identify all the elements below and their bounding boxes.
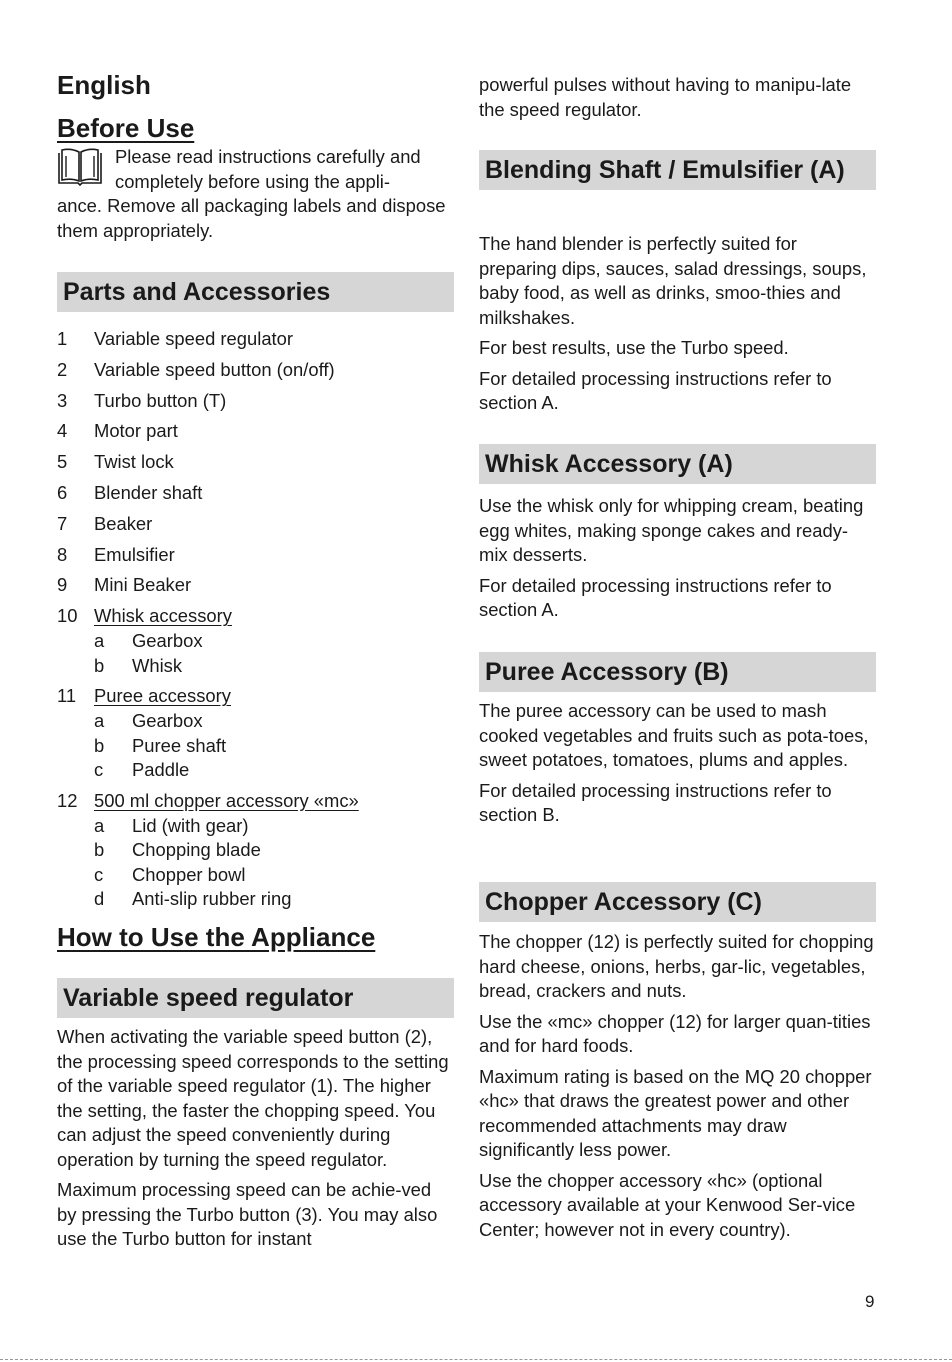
chopper-paragraph-4: Use the chopper accessory «hc» (optional accessory available at your Kenwood Ser-vice Center; however not in every country). [479,1169,856,1240]
part-group-label: 500 ml chopper accessory «mc» [94,789,359,811]
sub-item-letter: c [94,759,104,781]
intro-line-2: completely before using the appli- [115,170,390,192]
sub-item-letter: a [94,710,105,732]
part-number: 2 [57,358,68,380]
sub-item-label: Whisk [132,654,183,676]
variable-speed-paragraph-2: Maximum processing speed can be achie-ved by pressing the Turbo button (3). You may also use the Turbo button for instant [57,1179,438,1249]
parts-list-item [57,543,454,574]
part-label: Mini Beaker [94,574,192,596]
whisk-paragraph-2: For detailed processing instructions refer to section A. [479,574,832,620]
chopper-paragraph-3: Maximum rating is based on the MQ 20 chopper «hc» that draws the greatest power and other recommended attachments may draw significantly less power. [479,1065,872,1160]
part-label: Variable speed regulator [94,328,294,349]
variable-speed-paragraph-1: When activating the variable speed button (2), the processing speed corresponds to the setting of the variable speed regulator (1). The higher the setting, the faster the chopping speed. You can adjust the speed conveniently during operation by turning the speed regulator. [57,1026,449,1170]
part-number: 6 [57,481,68,503]
variable-speed-text [57,1025,454,1252]
puree-accessory-heading: Puree Accessory (B) [479,652,876,692]
part-label: Emulsifier [94,543,175,565]
parts-sub-item [57,629,454,654]
parts-list [57,327,454,918]
whisk-paragraph-1: Use the whisk only for whipping cream, beating egg whites, making sponge cakes and ready-mix desserts. [479,495,864,565]
parts-group-item [57,604,454,629]
part-number: 1 [57,328,68,349]
sub-item-letter: b [94,839,105,861]
part-number: 7 [57,512,68,534]
whisk-accessory-text [479,494,876,623]
sub-item-letter: a [94,814,105,836]
sub-item-label: Gearbox [132,630,203,652]
puree-accessory-text [479,699,876,828]
part-label: Blender shaft [94,481,203,503]
part-group-label: Whisk accessory [94,605,232,627]
parts-list-item [57,481,454,512]
blending-paragraph-1: The hand blender is perfectly suited for preparing dips, sauces, salad dressings, soups, baby food, as well as drinks, smoo-thies and milkshakes. [479,233,867,328]
part-number: 8 [57,543,68,565]
whisk-accessory-heading: Whisk Accessory (A) [479,444,876,484]
blending-shaft-text [479,232,876,416]
parts-list-item [57,358,454,389]
intro-rest: ance. Remove all packaging labels and dispose them appropriately. [57,195,446,241]
part-label: Motor part [94,420,178,442]
parts-list-item [57,573,454,604]
chopper-paragraph-2: Use the «mc» chopper (12) for larger quan-tities and for hard foods. [479,1010,871,1056]
language-heading: English [57,70,151,100]
sub-item-label: Lid (with gear) [132,814,249,836]
parts-sub-item [57,654,454,679]
chopper-accessory-text [479,930,876,1242]
parts-sub-item [57,758,454,783]
sub-item-letter: b [94,654,105,676]
parts-sub-item [57,838,454,863]
part-number: 3 [57,389,68,411]
parts-group-item [57,789,454,814]
part-number: 10 [57,605,78,627]
parts-heading: Parts and Accessories [57,272,454,312]
before-use-heading: Before Use [57,113,195,143]
parts-sub-item [57,887,454,912]
blending-paragraph-2: For best results, use the Turbo speed. [479,337,789,358]
part-label: Variable speed button (on/off) [94,358,335,380]
part-group-label: Puree accessory [94,685,231,707]
puree-paragraph-1: The puree accessory can be used to mash cooked vegetables and fruits such as pota-toes, sweet potatoes, tomatoes, plums and apples. [479,700,869,770]
parts-sub-item [57,814,454,839]
how-to-use-heading: How to Use the Appliance [57,922,376,952]
sub-item-label: Puree shaft [132,734,227,756]
blending-shaft-heading: Blending Shaft / Emulsifier (A) [479,150,876,190]
part-label: Beaker [94,512,153,534]
puree-paragraph-2: For detailed processing instructions refer to section B. [479,779,832,825]
sub-item-letter: a [94,630,105,652]
chopper-accessory-heading: Chopper Accessory (C) [479,882,876,922]
parts-list-item [57,512,454,543]
parts-list-item [57,419,454,450]
page-number: 9 [865,1292,875,1311]
parts-list-item [57,450,454,481]
parts-sub-item [57,734,454,759]
parts-list-item [57,327,454,358]
page-bottom-border [0,1359,952,1360]
sub-item-letter: b [94,734,105,756]
parts-sub-item [57,863,454,888]
sub-item-label: Chopper bowl [132,863,246,885]
parts-list-item [57,389,454,420]
part-number: 11 [57,685,77,707]
sub-item-letter: c [94,863,104,885]
part-label: Twist lock [94,451,174,473]
blending-paragraph-3: For detailed processing instructions refer to section A. [479,367,832,413]
part-number: 12 [57,789,78,811]
sub-item-label: Anti-slip rubber ring [132,888,292,910]
part-number: 5 [57,451,68,473]
variable-speed-heading: Variable speed regulator [57,978,454,1018]
part-number: 4 [57,420,68,442]
chopper-paragraph-1: The chopper (12) is perfectly suited for chopping hard cheese, onions, herbs, gar-lic, vegetables, bread, crackers and nuts. [479,931,874,1001]
sub-item-label: Chopping blade [132,839,261,861]
continued-text [479,73,876,122]
before-use-text [57,145,454,243]
part-label: Turbo button (T) [94,389,227,411]
intro-line-1: Please read instructions carefully and [115,146,421,167]
continuation-paragraph: powerful pulses without having to manipu-late the speed regulator. [479,74,852,120]
sub-item-label: Paddle [132,759,190,781]
sub-item-label: Gearbox [132,710,203,732]
parts-sub-item [57,709,454,734]
sub-item-letter: d [94,888,105,910]
part-number: 9 [57,574,68,596]
parts-group-item [57,684,454,709]
